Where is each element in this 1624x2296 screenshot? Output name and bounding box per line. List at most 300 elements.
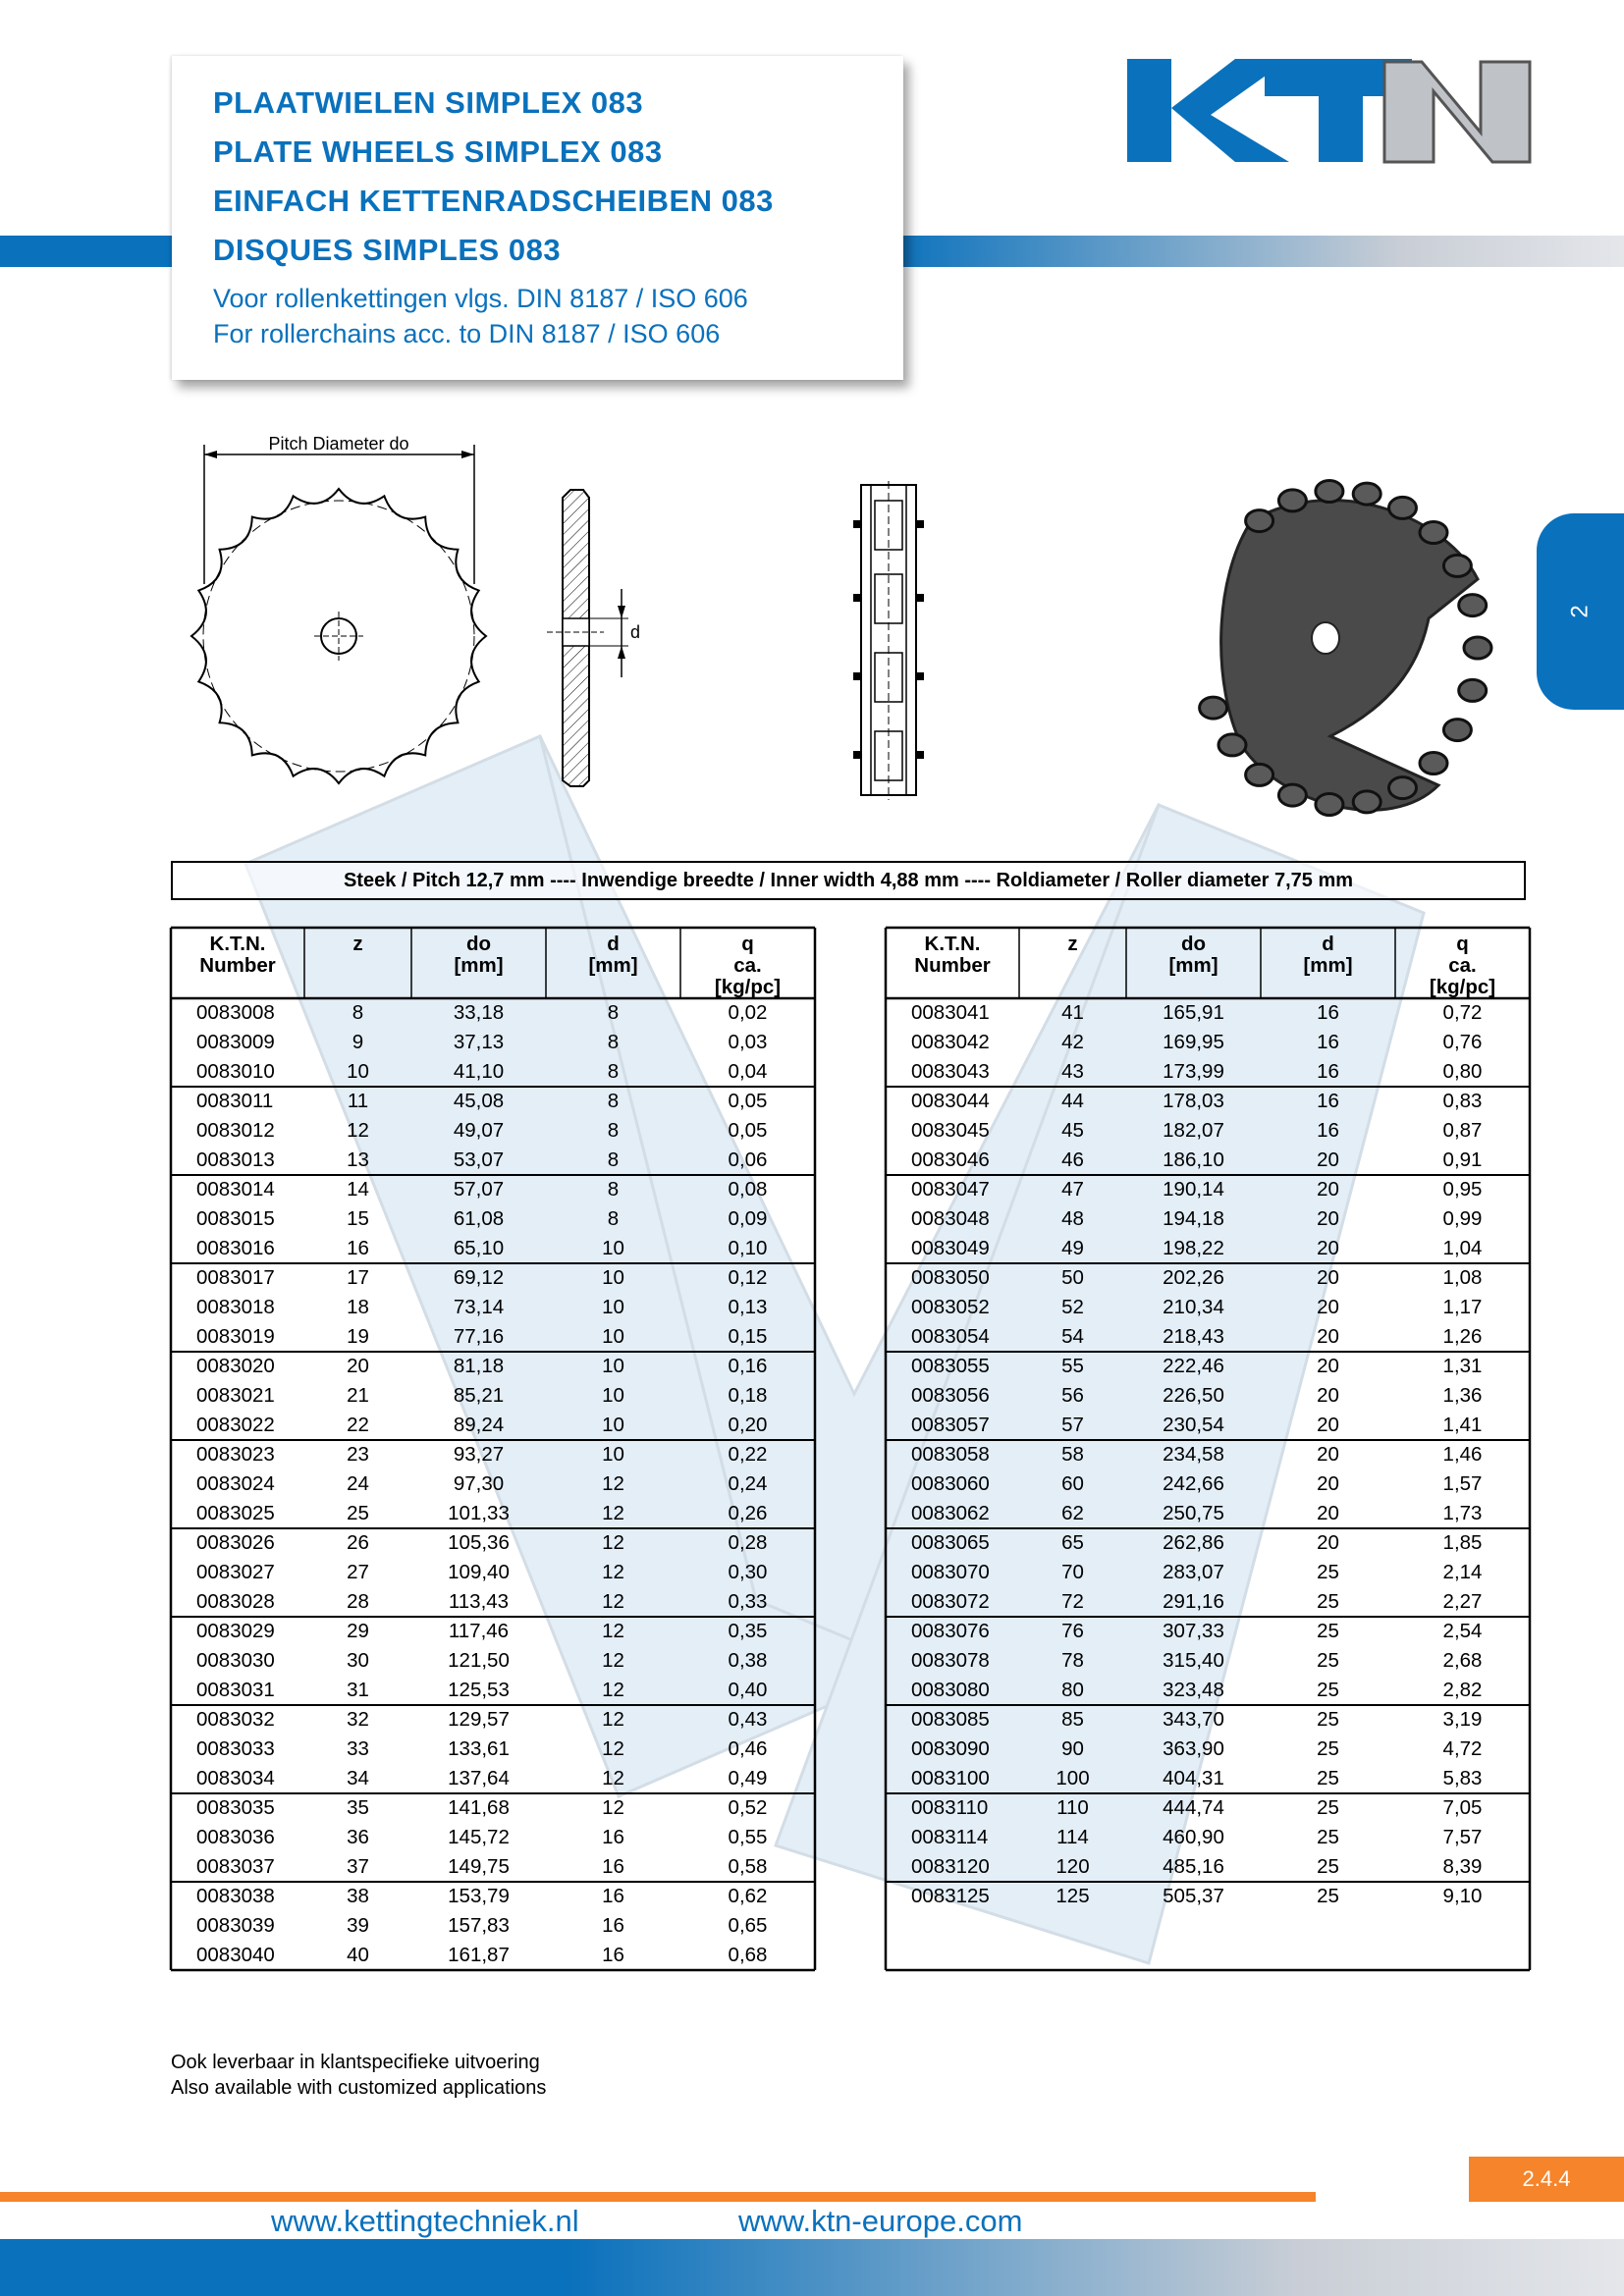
chapter-tab[interactable] (1537, 513, 1624, 710)
cell-ktn-number: 0083026 (196, 1531, 275, 1554)
table-row (171, 1676, 815, 1705)
chain-link (1459, 595, 1487, 616)
note-en: Also available with customized applications (171, 2077, 547, 2099)
cell-d: 25 (1317, 1649, 1339, 1672)
table-row (886, 1499, 1530, 1528)
cell-d: 12 (602, 1796, 624, 1819)
cell-do: 41,10 (453, 1060, 505, 1083)
cell-ktn-number: 0083045 (911, 1119, 990, 1142)
cell-do: 101,33 (448, 1502, 510, 1524)
cell-q: 0,28 (728, 1531, 768, 1554)
title-fr: DISQUES SIMPLES 083 (213, 233, 562, 267)
table-row (171, 1735, 815, 1764)
cell-ktn-number: 0083058 (911, 1443, 990, 1466)
table-row (886, 1411, 1530, 1440)
cell-ktn-number: 0083043 (911, 1060, 990, 1083)
ktn-logo (1127, 54, 1535, 167)
cell-ktn-number: 0083070 (911, 1561, 990, 1583)
cell-d: 20 (1317, 1237, 1339, 1259)
chain-link (1218, 734, 1246, 756)
subtitle-en: For rollerchains acc. to DIN 8187 / ISO 606 (213, 319, 721, 348)
cell-d: 12 (602, 1561, 624, 1583)
cell-d: 12 (602, 1737, 624, 1760)
cell-d: 25 (1317, 1767, 1339, 1789)
cell-d: 8 (607, 1119, 620, 1142)
plate-wheel-table-right (886, 928, 1530, 1970)
cell-d: 8 (607, 1178, 620, 1201)
cell-q: 0,09 (728, 1207, 768, 1230)
chain-link (1389, 777, 1417, 799)
cell-d: 25 (1317, 1620, 1339, 1642)
cell-q: 0,24 (728, 1472, 768, 1495)
cell-q: 0,99 (1442, 1207, 1483, 1230)
table-row (886, 1617, 1530, 1646)
table-header (171, 928, 815, 998)
cell-ktn-number: 0083048 (911, 1207, 990, 1230)
cell-q: 8,39 (1442, 1855, 1483, 1878)
chain-link (1316, 481, 1343, 503)
cell-d: 12 (602, 1649, 624, 1672)
cell-z: 85 (1061, 1708, 1084, 1731)
table-row (886, 1469, 1530, 1499)
cell-q: 0,16 (728, 1355, 768, 1377)
table-row (171, 1322, 815, 1352)
col-ktn-number: K.T.N. Number (199, 933, 276, 977)
cell-d: 25 (1317, 1679, 1339, 1701)
cell-do: 460,90 (1163, 1826, 1224, 1848)
cell-d: 25 (1317, 1737, 1339, 1760)
cell-q: 0,83 (1442, 1090, 1483, 1112)
cell-ktn-number: 0083036 (196, 1826, 275, 1848)
cell-d: 10 (602, 1296, 624, 1318)
cell-q: 0,08 (728, 1178, 768, 1201)
cell-z: 65 (1061, 1531, 1084, 1554)
cell-do: 97,30 (453, 1472, 505, 1495)
cell-q: 1,31 (1442, 1355, 1483, 1377)
chain-link (1353, 791, 1380, 813)
cell-d: 10 (602, 1355, 624, 1377)
cell-q: 0,62 (728, 1885, 768, 1907)
cell-d: 12 (602, 1590, 624, 1613)
cell-z: 80 (1061, 1679, 1084, 1701)
cell-z: 18 (347, 1296, 369, 1318)
cell-z: 47 (1061, 1178, 1084, 1201)
table-row (886, 1204, 1530, 1234)
table-row (171, 1528, 815, 1558)
cell-z: 12 (347, 1119, 369, 1142)
cell-z (1019, 1911, 1126, 1941)
footer-blue-bar (0, 2239, 1624, 2296)
cell-d: 25 (1317, 1590, 1339, 1613)
cell-z: 54 (1061, 1325, 1084, 1348)
chain-link (1464, 637, 1491, 659)
cell-z: 55 (1061, 1355, 1084, 1377)
chain-link (1316, 794, 1343, 816)
cell-ktn-number: 0083039 (196, 1914, 275, 1937)
cell-z: 41 (1061, 1001, 1084, 1024)
table-row (171, 1146, 815, 1175)
cell-d: 12 (602, 1620, 624, 1642)
cell-q: 7,05 (1442, 1796, 1483, 1819)
cell-do: 53,07 (453, 1148, 505, 1171)
cell-z: 49 (1061, 1237, 1084, 1259)
cell-do: 105,36 (448, 1531, 510, 1554)
col-d: d [mm] (1303, 933, 1353, 977)
cell-q: 0,04 (728, 1060, 768, 1083)
cell-d: 10 (602, 1414, 624, 1436)
table-row (886, 1793, 1530, 1823)
cell-q: 1,73 (1442, 1502, 1483, 1524)
cell-d: 8 (607, 1060, 620, 1083)
cell-do: 145,72 (448, 1826, 510, 1848)
cell-ktn-number: 0083055 (911, 1355, 990, 1377)
cell-do: 85,21 (453, 1384, 505, 1407)
header-accent-bar-right (884, 236, 1624, 267)
cell-do: 61,08 (453, 1207, 505, 1230)
table-row (171, 1293, 815, 1322)
cell-ktn-number: 0083062 (911, 1502, 990, 1524)
cell-d: 20 (1317, 1384, 1339, 1407)
cell-do: 178,03 (1163, 1090, 1224, 1112)
cell-do: 186,10 (1163, 1148, 1224, 1171)
cell-do: 33,18 (453, 1001, 505, 1024)
cell-do: 323,48 (1163, 1679, 1224, 1701)
cell-d: 10 (602, 1266, 624, 1289)
table-row (171, 1911, 815, 1941)
cell-q: 0,22 (728, 1443, 768, 1466)
cell-do: 262,86 (1163, 1531, 1224, 1554)
cell-ktn-number: 0083052 (911, 1296, 990, 1318)
table-row (171, 1381, 815, 1411)
table-row (171, 1087, 815, 1116)
cell-q: 0,05 (728, 1090, 768, 1112)
cell-do: 73,14 (453, 1296, 505, 1318)
table-row (886, 1116, 1530, 1146)
cell-d: 16 (602, 1855, 624, 1878)
cell-d: 25 (1317, 1708, 1339, 1731)
cell-ktn-number: 0083041 (911, 1001, 990, 1024)
cell-z: 33 (347, 1737, 369, 1760)
cell-z: 45 (1061, 1119, 1084, 1142)
cell-d (1261, 1911, 1395, 1941)
cell-z: 17 (347, 1266, 369, 1289)
cell-ktn-number: 0083050 (911, 1266, 990, 1289)
cell-ktn-number: 0083034 (196, 1767, 275, 1789)
sprocket-3d-render (1193, 461, 1527, 854)
cell-do: 283,07 (1163, 1561, 1224, 1583)
cell-ktn-number: 0083038 (196, 1885, 275, 1907)
cell-q: 0,58 (728, 1855, 768, 1878)
cell-d: 16 (602, 1885, 624, 1907)
cell-ktn-number: 0083047 (911, 1178, 990, 1201)
table-row (171, 998, 815, 1028)
cell-ktn-number: 0083008 (196, 1001, 275, 1024)
cell-do: 404,31 (1163, 1767, 1224, 1789)
cell-ktn-number: 0083028 (196, 1590, 275, 1613)
cell-ktn-number: 0083017 (196, 1266, 275, 1289)
table-row (171, 1204, 815, 1234)
cell-q: 1,08 (1442, 1266, 1483, 1289)
cell-ktn-number: 0083021 (196, 1384, 275, 1407)
cell-q: 0,30 (728, 1561, 768, 1583)
cell-q (1395, 1911, 1530, 1941)
cell-ktn-number: 0083014 (196, 1178, 275, 1201)
cell-q: 1,41 (1442, 1414, 1483, 1436)
title-en: PLATE WHEELS SIMPLEX 083 (213, 134, 663, 169)
cell-do: 117,46 (448, 1620, 510, 1642)
cell-q: 0,49 (728, 1767, 768, 1789)
cell-ktn-number: 0083056 (911, 1384, 990, 1407)
cell-d: 20 (1317, 1502, 1339, 1524)
cell-do: 161,87 (448, 1944, 510, 1966)
cell-z: 70 (1061, 1561, 1084, 1583)
cell-q: 0,46 (728, 1737, 768, 1760)
cell-d: 10 (602, 1325, 624, 1348)
table-row (886, 1764, 1530, 1793)
table-row (886, 1705, 1530, 1735)
cell-do: 202,26 (1163, 1266, 1224, 1289)
cell-z: 32 (347, 1708, 369, 1731)
footer-link-kettingtechniek[interactable]: www.kettingtechniek.nl (271, 2204, 579, 2238)
cell-z: 19 (347, 1325, 369, 1348)
cell-d: 20 (1317, 1296, 1339, 1318)
cell-z: 52 (1061, 1296, 1084, 1318)
chain-side-view (849, 481, 928, 800)
cell-d (1261, 1941, 1395, 1970)
cell-do: 343,70 (1163, 1708, 1224, 1731)
cell-ktn-number: 0083054 (911, 1325, 990, 1348)
cell-z: 26 (347, 1531, 369, 1554)
cell-q: 0,10 (728, 1237, 768, 1259)
table-row (171, 1941, 815, 1970)
table-row (171, 1234, 815, 1263)
cell-ktn-number: 0083009 (196, 1031, 275, 1053)
table-row (171, 1469, 815, 1499)
table-header (886, 928, 1530, 998)
cell-d: 12 (602, 1531, 624, 1554)
cell-d: 20 (1317, 1178, 1339, 1201)
cell-q: 4,72 (1442, 1737, 1483, 1760)
cell-d: 12 (602, 1472, 624, 1495)
cell-d: 20 (1317, 1355, 1339, 1377)
cell-do: 485,16 (1163, 1855, 1224, 1878)
cell-z: 78 (1061, 1649, 1084, 1672)
cell-z: 29 (347, 1620, 369, 1642)
table-row (886, 1028, 1530, 1057)
table-row (886, 1293, 1530, 1322)
subtitle-nl: Voor rollenkettingen vlgs. DIN 8187 / ISO 606 (213, 284, 748, 313)
cell-ktn-number: 0083076 (911, 1620, 990, 1642)
table-row (886, 1911, 1530, 1941)
cell-z: 24 (347, 1472, 369, 1495)
cell-d: 16 (602, 1826, 624, 1848)
cell-do: 149,75 (448, 1855, 510, 1878)
cell-d: 12 (602, 1679, 624, 1701)
cell-q: 0,35 (728, 1620, 768, 1642)
cell-ktn-number: 0083010 (196, 1060, 275, 1083)
cell-d: 20 (1317, 1266, 1339, 1289)
cell-do: 133,61 (448, 1737, 510, 1760)
chain-link (1443, 555, 1471, 576)
cell-ktn-number: 0083027 (196, 1561, 275, 1583)
cell-do: 182,07 (1163, 1119, 1224, 1142)
cell-q: 0,52 (728, 1796, 768, 1819)
title-box (172, 56, 903, 380)
col-q: q ca. [kg/pc] (1429, 933, 1496, 998)
cell-ktn-number: 0083049 (911, 1237, 990, 1259)
cell-ktn-number: 0083042 (911, 1031, 990, 1053)
cell-q: 0,43 (728, 1708, 768, 1731)
cell-d: 10 (602, 1384, 624, 1407)
cell-q: 5,83 (1442, 1767, 1483, 1789)
cell-do: 165,91 (1163, 1001, 1224, 1024)
col-z: z (352, 933, 363, 955)
cell-d: 8 (607, 1031, 620, 1053)
table-row (171, 1440, 815, 1469)
cell-q: 0,65 (728, 1914, 768, 1937)
col-d: d [mm] (588, 933, 638, 977)
cell-ktn-number: 0083031 (196, 1679, 275, 1701)
cell-z: 39 (347, 1914, 369, 1937)
cell-do: 363,90 (1163, 1737, 1224, 1760)
cell-do: 190,14 (1163, 1178, 1224, 1201)
cell-q: 0,20 (728, 1414, 768, 1436)
cell-ktn-number: 0083032 (196, 1708, 275, 1731)
cell-q: 1,04 (1442, 1237, 1483, 1259)
sprocket-side-view (545, 486, 663, 790)
cell-z: 30 (347, 1649, 369, 1672)
note-nl: Ook leverbaar in klantspecifieke uitvoering (171, 2052, 540, 2073)
cell-do: 141,68 (448, 1796, 510, 1819)
cell-q: 1,46 (1442, 1443, 1483, 1466)
cell-ktn-number: 0083060 (911, 1472, 990, 1495)
cell-z: 56 (1061, 1384, 1084, 1407)
cell-q: 9,10 (1442, 1885, 1483, 1907)
cell-do: 222,46 (1163, 1355, 1224, 1377)
cell-do: 242,66 (1163, 1472, 1224, 1495)
table-row (171, 1587, 815, 1617)
table-row (171, 1764, 815, 1793)
cell-q: 0,87 (1442, 1119, 1483, 1142)
cell-z: 50 (1061, 1266, 1084, 1289)
cell-ktn-number: 0083012 (196, 1119, 275, 1142)
cell-z: 90 (1061, 1737, 1084, 1760)
cell-z: 10 (347, 1060, 369, 1083)
chain-link (1200, 697, 1227, 719)
cell-z: 22 (347, 1414, 369, 1436)
cell-z: 21 (347, 1384, 369, 1407)
cell-d: 8 (607, 1207, 620, 1230)
cell-d: 16 (1317, 1119, 1339, 1142)
cell-do (1126, 1941, 1261, 1970)
cell-z: 38 (347, 1885, 369, 1907)
cell-ktn-number: 0083015 (196, 1207, 275, 1230)
chain-link (1420, 522, 1447, 544)
cell-ktn-number: 0083018 (196, 1296, 275, 1318)
col-do: do [mm] (454, 933, 504, 977)
cell-do: 169,95 (1163, 1031, 1224, 1053)
cell-do: 45,08 (453, 1090, 505, 1112)
cell-q: 0,40 (728, 1679, 768, 1701)
table-row (886, 1646, 1530, 1676)
cell-ktn-number: 0083023 (196, 1443, 275, 1466)
col-z: z (1067, 933, 1078, 955)
table-row (171, 1116, 815, 1146)
cell-d: 20 (1317, 1531, 1339, 1554)
cell-q: 0,18 (728, 1384, 768, 1407)
cell-q: 0,91 (1442, 1148, 1483, 1171)
cell-z: 16 (347, 1237, 369, 1259)
cell-d: 20 (1317, 1207, 1339, 1230)
pitch-diameter-label: Pitch Diameter do (268, 434, 409, 454)
cell-do: 89,24 (453, 1414, 505, 1436)
cell-q: 0,68 (728, 1944, 768, 1966)
table-row (886, 1823, 1530, 1852)
table-row (171, 1705, 815, 1735)
cell-d: 16 (602, 1944, 624, 1966)
cell-do: 65,10 (453, 1237, 505, 1259)
table-row (886, 1175, 1530, 1204)
cell-ktn-number: 0083022 (196, 1414, 275, 1436)
cell-q: 0,26 (728, 1502, 768, 1524)
cell-q: 0,05 (728, 1119, 768, 1142)
title-de: EINFACH KETTENRADSCHEIBEN 083 (213, 184, 774, 218)
cell-z: 28 (347, 1590, 369, 1613)
col-q: q ca. [kg/pc] (714, 933, 782, 998)
table-row (171, 1175, 815, 1204)
cell-z: 42 (1061, 1031, 1084, 1053)
cell-do: 230,54 (1163, 1414, 1224, 1436)
cell-z: 11 (347, 1090, 369, 1112)
cell-z: 43 (1061, 1060, 1084, 1083)
cell-do: 307,33 (1163, 1620, 1224, 1642)
cell-do: 315,40 (1163, 1649, 1224, 1672)
cell-z: 76 (1061, 1620, 1084, 1642)
cell-z: 27 (347, 1561, 369, 1583)
cell-do: 109,40 (448, 1561, 510, 1583)
cell-z: 58 (1061, 1443, 1084, 1466)
table-row (171, 1823, 815, 1852)
cell-z: 14 (347, 1178, 369, 1201)
cell-z: 31 (347, 1679, 369, 1701)
cell-do: 129,57 (448, 1708, 510, 1731)
cell-do: 37,13 (453, 1031, 505, 1053)
cell-d: 16 (1317, 1060, 1339, 1083)
cell-do: 210,34 (1163, 1296, 1224, 1318)
cell-d: 25 (1317, 1855, 1339, 1878)
cell-q: 2,54 (1442, 1620, 1483, 1642)
cell-do: 121,50 (448, 1649, 510, 1672)
cell-d: 20 (1317, 1414, 1339, 1436)
cell-q: 0,72 (1442, 1001, 1483, 1024)
table-row (171, 1411, 815, 1440)
cell-q: 0,80 (1442, 1060, 1483, 1083)
cell-q: 0,55 (728, 1826, 768, 1848)
cell-ktn-number: 0083100 (911, 1767, 990, 1789)
table-row (886, 1528, 1530, 1558)
cell-q: 0,06 (728, 1148, 768, 1171)
cell-z: 72 (1061, 1590, 1084, 1613)
cell-ktn-number: 0083019 (196, 1325, 275, 1348)
cell-z: 15 (347, 1207, 369, 1230)
cell-ktn-number: 0083114 (911, 1826, 989, 1848)
table-row (171, 1646, 815, 1676)
cell-do: 69,12 (453, 1266, 505, 1289)
cell-z: 120 (1056, 1855, 1090, 1878)
cell-ktn-number: 0083016 (196, 1237, 275, 1259)
cell-z (1019, 1941, 1126, 1970)
footer-link-ktn-europe[interactable]: www.ktn-europe.com (738, 2204, 1023, 2238)
